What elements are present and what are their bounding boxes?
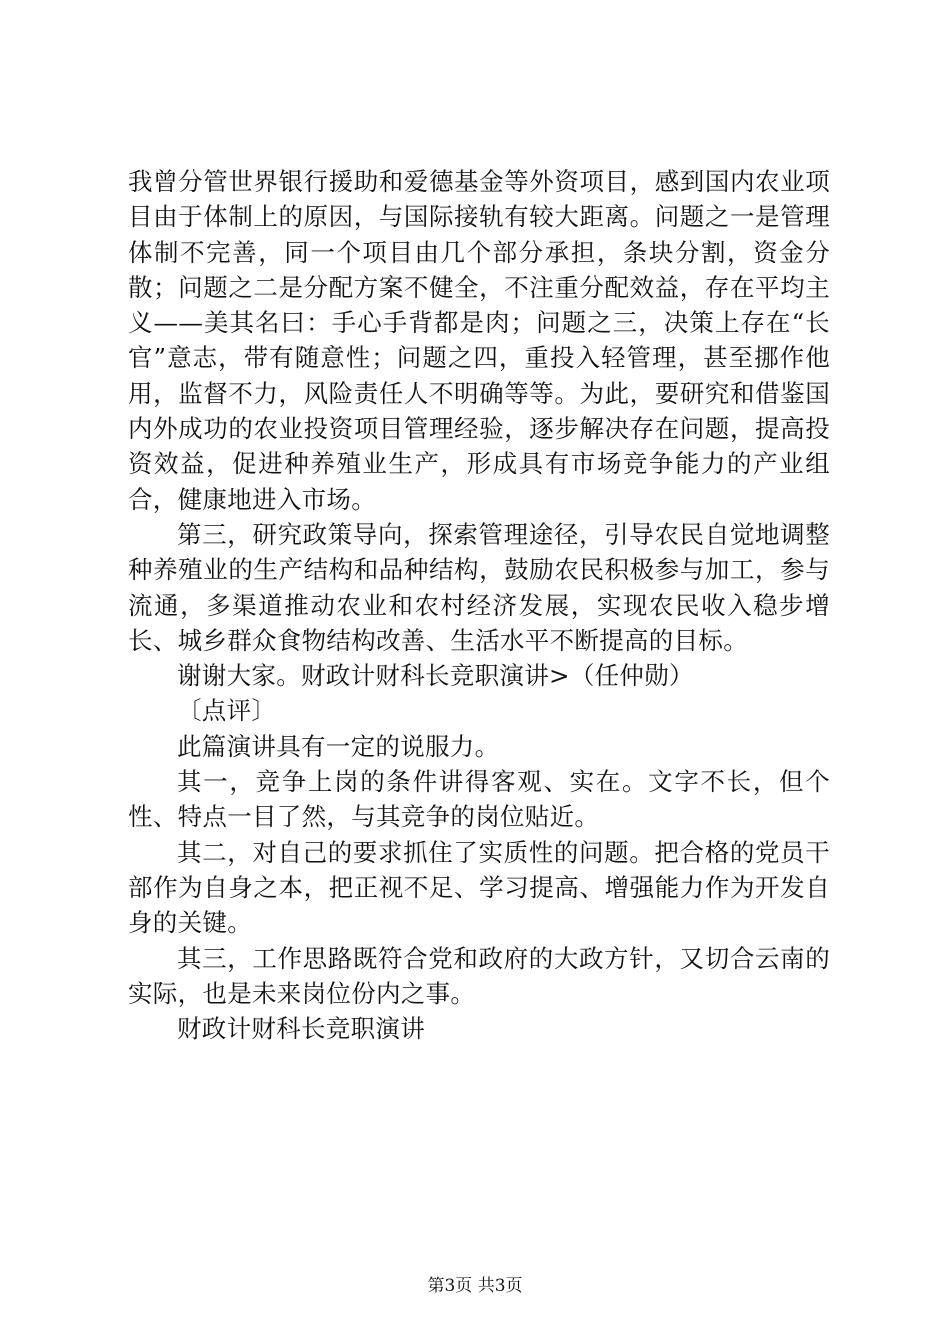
paragraph-comment-three: 其三，工作思路既符合党和政府的大政方针，又切合云南的实际，也是未来岗位份内之事。 [128,943,830,1008]
page-footer: 第3页 共3页 [427,1276,523,1296]
paragraph-closing-title: 财政计财科长竞职演讲 [177,1014,425,1044]
paragraph-comment-two: 其二，对自己的要求抓住了实质性的问题。把合格的党员干部作为自身之本，把正视不足、学习提高、增强能力作为开发自身的关键。 [128,837,830,938]
paragraph-thanks: 谢谢大家。财政计财科长竞职演讲>（任仲勋） [177,661,694,691]
document-body [128,164,830,1046]
paragraph-foreign-projects: 我曾分管世界银行援助和爱德基金等外资项目，感到国内农业项目由于体制上的原因，与国际接轨有较大距离。问题之一是管理体制不完善，同一个项目由几个部分承担，条块分割，资金分散；问题之二是分配方案不健全，不注重分配效益，存在平均主义——美其名曰：手心手背都是肉；问题之三，决策上存在“长官”意志，带有随意性；问题之四，重投入轻管理，甚至挪作他用，监督不力，风险责任人不明确等等。为此，要研究和借鉴国内外成功的农业投资项目管理经验，逐步解决存在问题，提高投资效益，促进种养殖业生产，形成具有市场竞争能力的产业组合，健康地进入市场。 [128,167,830,514]
paragraph-comment-one: 其一，竞争上岗的条件讲得客观、实在。文字不长，但个性、特点一目了然，与其竞争的岗位贴近。 [128,767,830,832]
paragraph-commentary-intro: 此篇演讲具有一定的说服力。 [177,731,500,761]
paragraph-commentary-heading: 〔点评〕 [177,696,277,726]
paragraph-third-point: 第三，研究政策导向，探索管理途径，引导农民自觉地调整种养殖业的生产结构和品种结构，鼓励农民积极参与加工，参与流通，多渠道推动农业和农村经济发展，实现农民收入稳步增长、城乡群众食物结构改善、生活水平不断提高的目标。 [128,519,830,655]
